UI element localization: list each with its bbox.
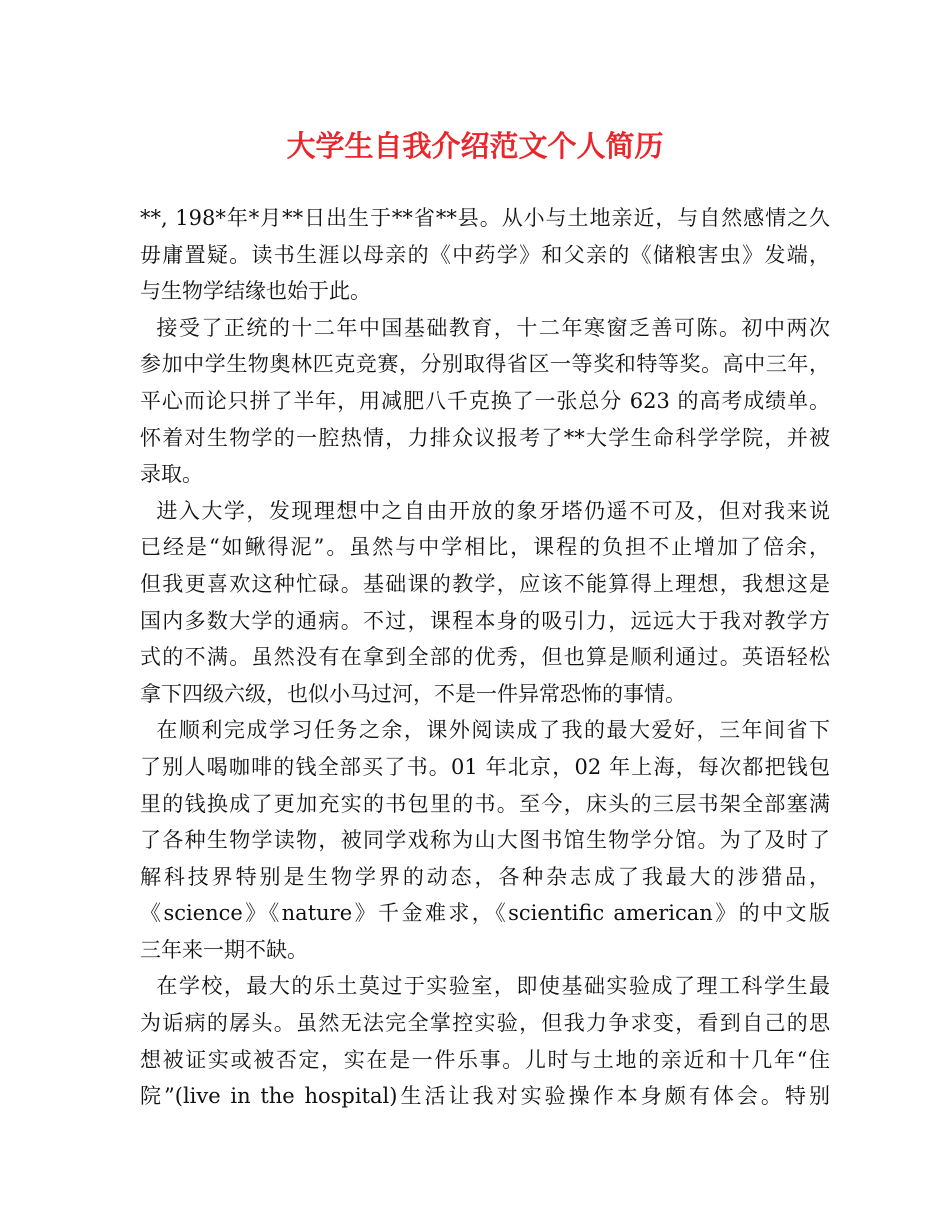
document-title: 大学生自我介绍范文个人简历 [286,129,664,163]
body-line: 式的不满。虽然没有在拿到全部的优秀，但也算是顺利通过。英语轻松 [140,645,830,670]
body-line: 院”(live in the hospital)生活让我对实验操作本身颇有体会。特别 [140,1084,830,1109]
body-line: 怀着对生物学的一腔热情，力排众议报考了**大学生命科学学院，并被 [140,425,830,450]
body-line: 接受了正统的十二年中国基础教育，十二年寒窗乏善可陈。初中两次 [140,315,830,340]
body-line: 了各种生物学读物，被同学戏称为山大图书馆生物学分馆。为了及时了 [140,828,830,853]
body-line: 想被证实或被否定，实在是一件乐事。儿时与土地的亲近和十几年“住 [140,1047,830,1072]
body-line: **, 198*年*月**日出生于**省**县。从小与土地亲近，与自然感情之久 [140,206,830,230]
body-line: 里的钱换成了更加充实的书包里的书。至今，床头的三层书架全部塞满 [140,791,830,816]
body-line: 国内多数大学的通病。不过，课程本身的吸引力，远远大于我对教学方 [140,608,830,633]
body-line: 在顺利完成学习任务之余，课外阅读成了我的最大爱好，三年间省下 [140,718,830,743]
body-line: 录取。 [140,462,203,487]
document-body [140,200,830,1115]
body-line: 了别人喝咖啡的钱全部买了书。01 年北京，02 年上海，每次都把钱包 [140,754,830,779]
body-line: 但我更喜欢这种忙碌。基础课的教学，应该不能算得上理想，我想这是 [140,571,830,596]
body-line: 与生物学结缘也始于此。 [140,279,371,304]
body-line: 拿下四级六级，也似小马过河，不是一件异常恐怖的事情。 [140,681,686,706]
body-line: 解科技界特别是生物学界的动态，各种杂志成了我最大的涉猎品， [140,864,830,889]
body-line: 《science》《nature》千金难求，《scientific american》的中文版 [140,901,830,926]
body-line: 三年来一期不缺。 [140,937,308,962]
body-line: 平心而论只拼了半年，用减肥八千克换了一张总分 623 的高考成绩单。 [140,388,830,413]
body-line: 参加中学生物奥林匹克竞赛，分别取得省区一等奖和特等奖。高中三年， [140,352,830,377]
body-line: 进入大学，发现理想中之自由开放的象牙塔仍遥不可及，但对我来说 [140,498,830,523]
body-line: 在学校，最大的乐土莫过于实验室，即使基础实验成了理工科学生最 [140,974,830,999]
body-line: 已经是“如鳅得泥”。虽然与中学相比，课程的负担不止增加了倍余， [140,535,830,560]
body-line: 毋庸置疑。读书生涯以母亲的《中药学》和父亲的《储粮害虫》发端， [140,242,830,267]
body-line: 为诟病的孱头。虽然无法完全掌控实验，但我力争求变，看到自己的思 [140,1011,830,1036]
